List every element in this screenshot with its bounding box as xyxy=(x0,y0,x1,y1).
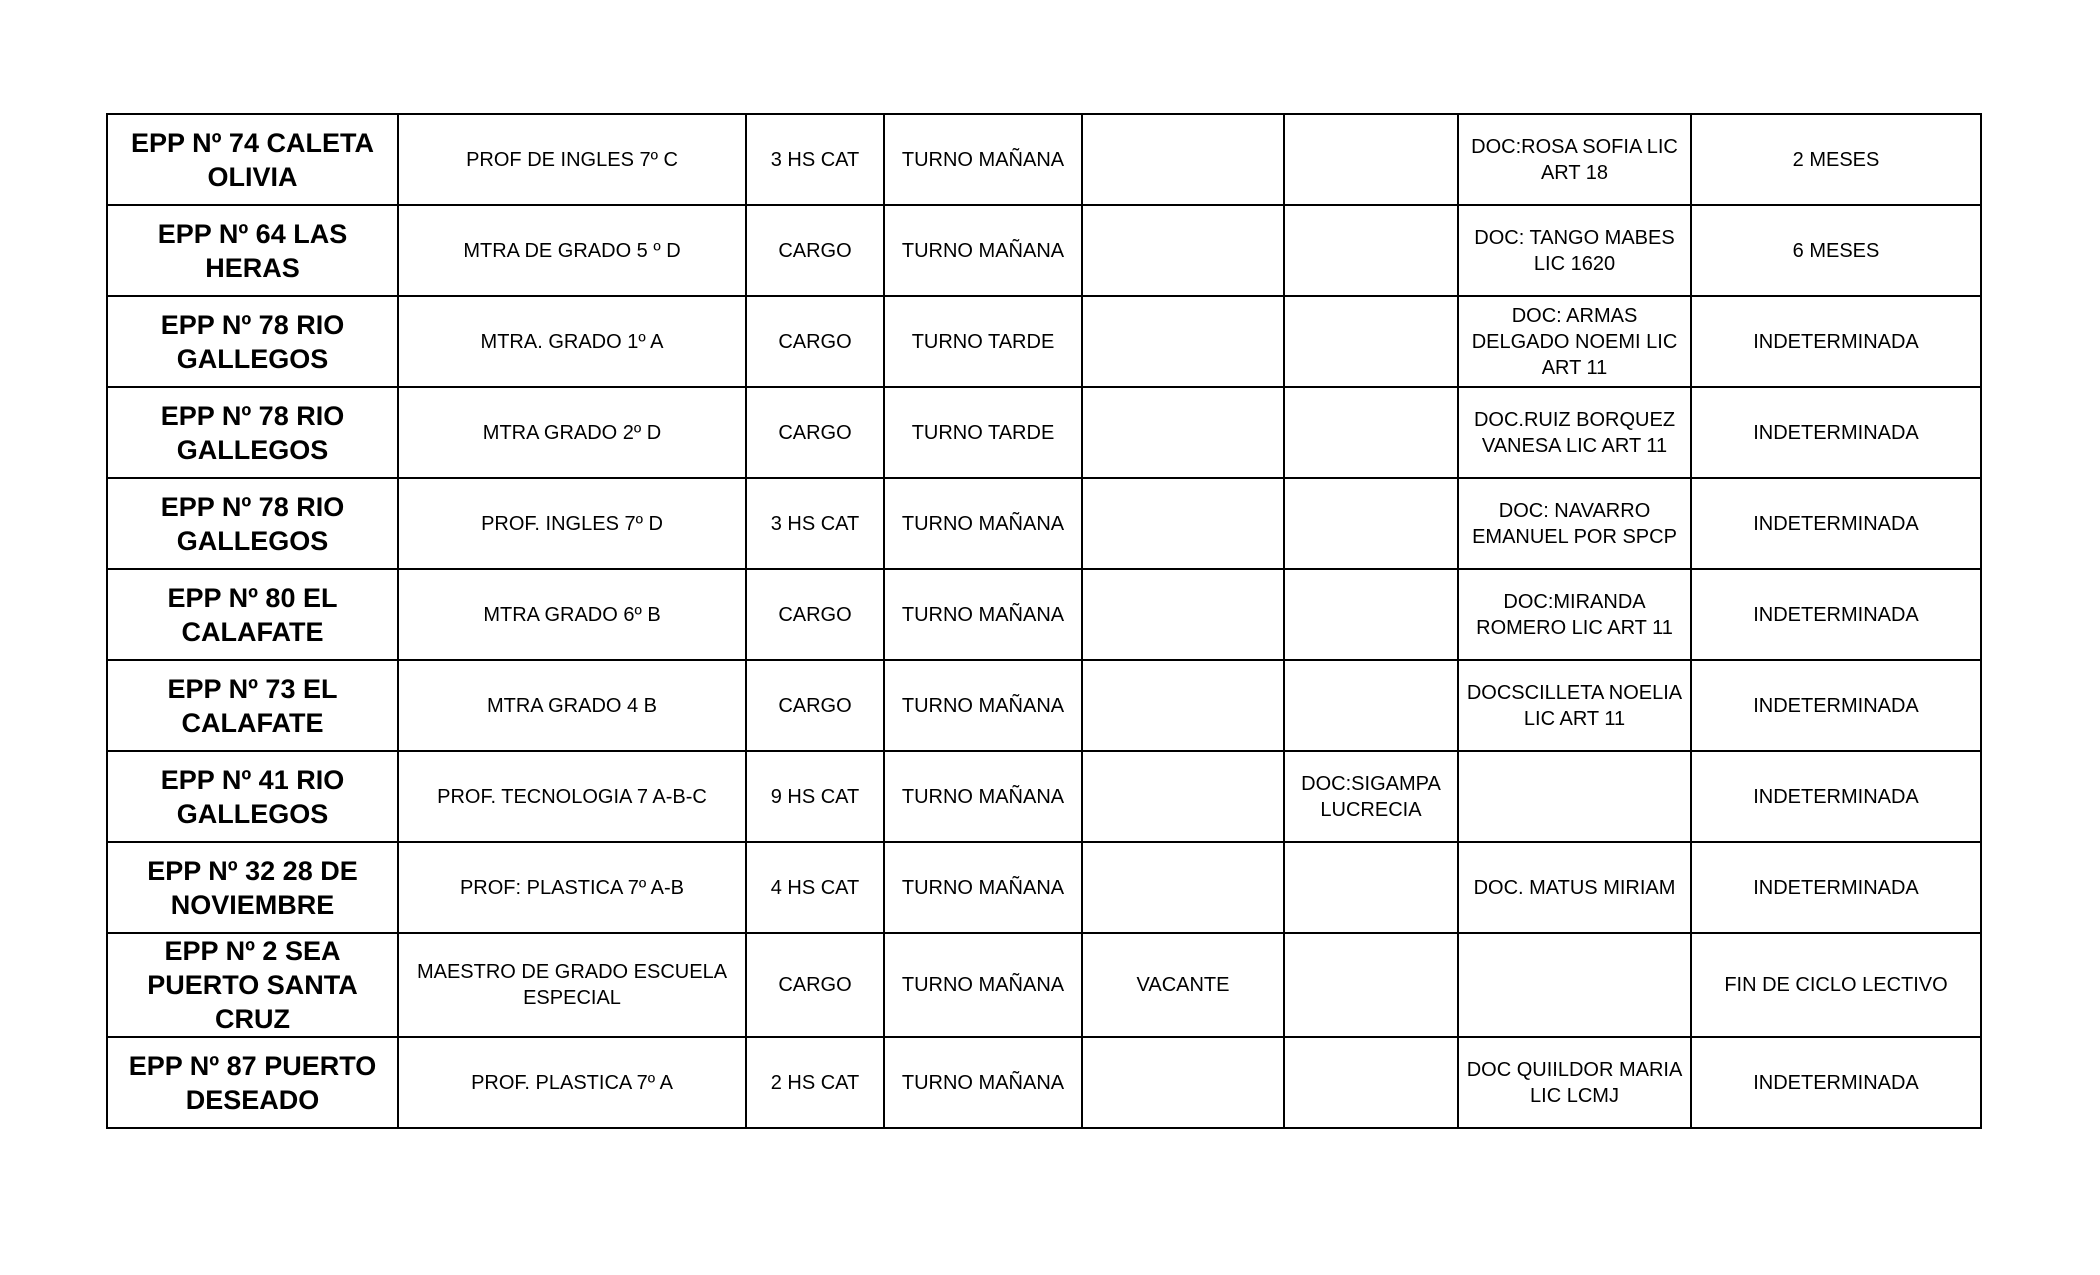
holder-cell xyxy=(1284,842,1458,933)
type-cell: CARGO xyxy=(746,933,884,1037)
school-cell: EPP Nº 41 RIO GALLEGOS xyxy=(107,751,398,842)
shift-cell: TURNO MAÑANA xyxy=(884,1037,1082,1128)
holder-cell xyxy=(1284,660,1458,751)
status-cell xyxy=(1082,114,1284,205)
table-row xyxy=(107,842,1981,933)
type-cell: CARGO xyxy=(746,660,884,751)
position-cell: MTRA GRADO 2º D xyxy=(398,387,746,478)
school-cell: EPP Nº 74 CALETA OLIVIA xyxy=(107,114,398,205)
holder-cell xyxy=(1284,296,1458,387)
holder-cell xyxy=(1284,569,1458,660)
type-cell: 2 HS CAT xyxy=(746,1037,884,1128)
school-cell: EPP Nº 2 SEA PUERTO SANTA CRUZ xyxy=(107,933,398,1037)
duration-cell: INDETERMINADA xyxy=(1691,569,1981,660)
table-body xyxy=(107,114,1981,1128)
table-row xyxy=(107,751,1981,842)
position-cell: MTRA GRADO 4 B xyxy=(398,660,746,751)
duration-cell: 6 MESES xyxy=(1691,205,1981,296)
holder-cell: DOC:SIGAMPA LUCRECIA xyxy=(1284,751,1458,842)
table-row xyxy=(107,387,1981,478)
status-cell xyxy=(1082,751,1284,842)
status-cell xyxy=(1082,387,1284,478)
replaces-cell: DOC QUIILDOR MARIA LIC LCMJ xyxy=(1458,1037,1691,1128)
duration-cell: INDETERMINADA xyxy=(1691,751,1981,842)
shift-cell: TURNO MAÑANA xyxy=(884,751,1082,842)
table-row xyxy=(107,114,1981,205)
status-cell: VACANTE xyxy=(1082,933,1284,1037)
position-cell: PROF. TECNOLOGIA 7 A-B-C xyxy=(398,751,746,842)
position-cell: PROF: PLASTICA 7º A-B xyxy=(398,842,746,933)
replaces-cell: DOC.RUIZ BORQUEZ VANESA LIC ART 11 xyxy=(1458,387,1691,478)
replaces-cell xyxy=(1458,933,1691,1037)
position-cell: PROF. INGLES 7º D xyxy=(398,478,746,569)
shift-cell: TURNO MAÑANA xyxy=(884,660,1082,751)
replaces-cell xyxy=(1458,751,1691,842)
table-row xyxy=(107,569,1981,660)
vacancies-table xyxy=(106,113,1982,1129)
replaces-cell: DOC: TANGO MABES LIC 1620 xyxy=(1458,205,1691,296)
position-cell: PROF DE INGLES 7º C xyxy=(398,114,746,205)
holder-cell xyxy=(1284,114,1458,205)
replaces-cell: DOCSCILLETA NOELIA LIC ART 11 xyxy=(1458,660,1691,751)
school-cell: EPP Nº 73 EL CALAFATE xyxy=(107,660,398,751)
school-cell: EPP Nº 78 RIO GALLEGOS xyxy=(107,387,398,478)
duration-cell: 2 MESES xyxy=(1691,114,1981,205)
shift-cell: TURNO MAÑANA xyxy=(884,205,1082,296)
type-cell: CARGO xyxy=(746,387,884,478)
shift-cell: TURNO MAÑANA xyxy=(884,933,1082,1037)
holder-cell xyxy=(1284,1037,1458,1128)
school-cell: EPP Nº 64 LAS HERAS xyxy=(107,205,398,296)
shift-cell: TURNO TARDE xyxy=(884,296,1082,387)
school-cell: EPP Nº 32 28 DE NOVIEMBRE xyxy=(107,842,398,933)
school-cell: EPP Nº 78 RIO GALLEGOS xyxy=(107,478,398,569)
position-cell: MTRA DE GRADO 5 º D xyxy=(398,205,746,296)
table-row xyxy=(107,205,1981,296)
type-cell: 9 HS CAT xyxy=(746,751,884,842)
type-cell: 4 HS CAT xyxy=(746,842,884,933)
status-cell xyxy=(1082,569,1284,660)
status-cell xyxy=(1082,660,1284,751)
shift-cell: TURNO TARDE xyxy=(884,387,1082,478)
holder-cell xyxy=(1284,387,1458,478)
replaces-cell: DOC: NAVARRO EMANUEL POR SPCP xyxy=(1458,478,1691,569)
position-cell: MAESTRO DE GRADO ESCUELA ESPECIAL xyxy=(398,933,746,1037)
holder-cell xyxy=(1284,933,1458,1037)
position-cell: PROF. PLASTICA 7º A xyxy=(398,1037,746,1128)
status-cell xyxy=(1082,296,1284,387)
position-cell: MTRA GRADO 6º B xyxy=(398,569,746,660)
type-cell: CARGO xyxy=(746,569,884,660)
type-cell: 3 HS CAT xyxy=(746,478,884,569)
duration-cell: INDETERMINADA xyxy=(1691,660,1981,751)
holder-cell xyxy=(1284,205,1458,296)
table-row xyxy=(107,478,1981,569)
type-cell: CARGO xyxy=(746,205,884,296)
type-cell: 3 HS CAT xyxy=(746,114,884,205)
status-cell xyxy=(1082,1037,1284,1128)
duration-cell: INDETERMINADA xyxy=(1691,387,1981,478)
table-row xyxy=(107,296,1981,387)
school-cell: EPP Nº 78 RIO GALLEGOS xyxy=(107,296,398,387)
table-row xyxy=(107,660,1981,751)
shift-cell: TURNO MAÑANA xyxy=(884,114,1082,205)
duration-cell: INDETERMINADA xyxy=(1691,1037,1981,1128)
shift-cell: TURNO MAÑANA xyxy=(884,842,1082,933)
holder-cell xyxy=(1284,478,1458,569)
duration-cell: INDETERMINADA xyxy=(1691,296,1981,387)
duration-cell: INDETERMINADA xyxy=(1691,478,1981,569)
replaces-cell: DOC. MATUS MIRIAM xyxy=(1458,842,1691,933)
replaces-cell: DOC: ARMAS DELGADO NOEMI LIC ART 11 xyxy=(1458,296,1691,387)
position-cell: MTRA. GRADO 1º A xyxy=(398,296,746,387)
shift-cell: TURNO MAÑANA xyxy=(884,569,1082,660)
school-cell: EPP Nº 80 EL CALAFATE xyxy=(107,569,398,660)
replaces-cell: DOC:ROSA SOFIA LIC ART 18 xyxy=(1458,114,1691,205)
table-row xyxy=(107,933,1981,1037)
replaces-cell: DOC:MIRANDA ROMERO LIC ART 11 xyxy=(1458,569,1691,660)
status-cell xyxy=(1082,842,1284,933)
status-cell xyxy=(1082,205,1284,296)
status-cell xyxy=(1082,478,1284,569)
shift-cell: TURNO MAÑANA xyxy=(884,478,1082,569)
duration-cell: FIN DE CICLO LECTIVO xyxy=(1691,933,1981,1037)
school-cell: EPP Nº 87 PUERTO DESEADO xyxy=(107,1037,398,1128)
table-row xyxy=(107,1037,1981,1128)
type-cell: CARGO xyxy=(746,296,884,387)
duration-cell: INDETERMINADA xyxy=(1691,842,1981,933)
